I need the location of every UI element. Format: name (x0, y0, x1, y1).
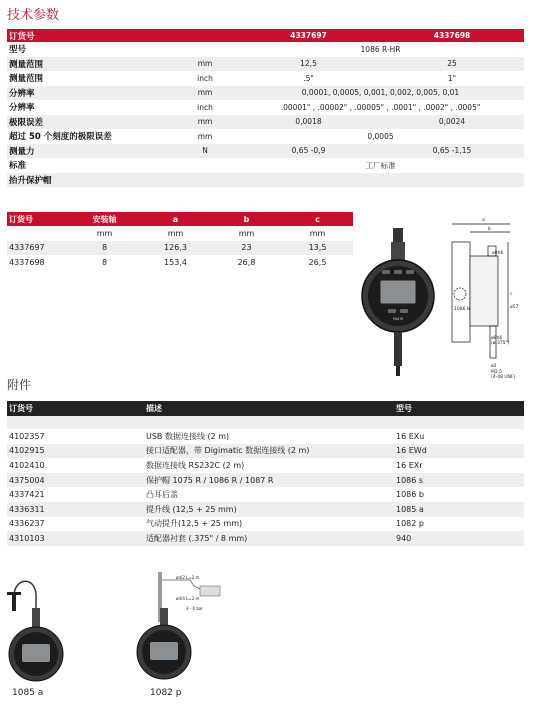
page-title: 技术参数 (7, 8, 60, 23)
pneumatic-lift-image (130, 572, 240, 684)
acc-cell: 提升线 (12,5 + 25 mm) (146, 504, 237, 514)
spec-label: 测量力 (9, 146, 35, 157)
gauge-button (400, 309, 408, 313)
spec-value: 0,65 -1,15 (432, 146, 472, 156)
spec-unit: inch (197, 102, 213, 112)
table-row (7, 241, 353, 256)
spec-row (7, 86, 524, 101)
acc-cell: 气动提升(12,5 + 25 mm) (146, 519, 243, 529)
spec-value: 0,0005 (367, 131, 394, 141)
table-row (7, 429, 524, 444)
dims-cell: 4337698 (9, 257, 45, 267)
dims-cell: 153,4 (164, 257, 187, 267)
spec-header-order: 订货号 (9, 31, 35, 42)
dims-header-cell: a (172, 214, 179, 224)
pneumatic-label-3: 3 - 6 bar (186, 606, 203, 611)
spec-row (7, 129, 524, 144)
dims-units-row (7, 226, 353, 241)
dim-tip: ø2 (491, 364, 497, 369)
spec-value: .5" (303, 73, 314, 83)
dimensions-table (7, 212, 353, 270)
dial-indicator-drawing (360, 212, 532, 384)
acc-cell: 4102357 (9, 431, 45, 441)
cable-release (7, 592, 21, 595)
dims-header-cell: b (243, 214, 250, 224)
spec-row (7, 158, 524, 173)
pneumatic-valve (200, 586, 220, 596)
acc-spacer-row (7, 416, 524, 429)
table-row (7, 444, 524, 459)
dims-cell: 4337697 (9, 243, 45, 253)
acc-cell: 4102915 (9, 446, 45, 456)
spec-row (7, 42, 524, 57)
spec-label: 标准 (9, 161, 27, 172)
gauge-brand: MAHR (392, 317, 404, 321)
spec-row (7, 144, 524, 159)
acc-cell: 数据连接线 RS232C (2 m) (146, 460, 245, 470)
acc-cell: 适配器衬套 (.375" / 8 mm) (146, 533, 248, 543)
spec-label: 分辨率 (9, 103, 35, 114)
spec-label: 抬升保护帽 (9, 175, 52, 186)
acc-cell: 4102410 (9, 460, 45, 470)
table-row (7, 255, 353, 270)
dims-unit-cell: mm (238, 228, 255, 238)
table-row (7, 517, 524, 532)
spec-row (7, 115, 524, 130)
cable-handle (12, 595, 16, 611)
acc-cell: 16 EXr (396, 460, 423, 470)
stem-cap (393, 228, 403, 244)
table-row (7, 531, 524, 546)
dim-shaft: ø8h6 (492, 251, 504, 256)
lifting-cable-image (4, 572, 84, 684)
pneumatic-label-1: ø4/2 L=2 m (176, 575, 200, 580)
lug-hole (454, 288, 466, 300)
spec-unit: mm (197, 117, 213, 127)
pneumatic-label-2: ø4/4 L=2 m (176, 596, 200, 601)
acc-header-cell: 描述 (146, 404, 162, 413)
spec-label: 极限误差 (9, 117, 44, 128)
acc-cell: 4336311 (9, 504, 45, 514)
spec-value: 0,65 -0,9 (291, 146, 326, 156)
dims-header-cell: 安装轴 (92, 214, 117, 224)
spec-row (7, 173, 524, 188)
caption-1085a: 1085 a (12, 688, 44, 698)
spec-unit: mm (197, 59, 213, 69)
acc-cell: 1086 s (396, 475, 424, 485)
acc-cell: 4310103 (9, 533, 45, 543)
dim-stem: ø8h6 (491, 336, 503, 341)
spec-unit: mm (197, 88, 213, 98)
spec-value: 12,5 (300, 59, 317, 69)
table-row (7, 502, 524, 517)
spec-label: 型号 (9, 45, 27, 56)
gauge-button (382, 270, 390, 274)
lcd-display (150, 642, 178, 660)
acc-cell: 1082 p (396, 519, 424, 529)
acc-cell: 保护帽 1075 R / 1086 R / 1087 R (146, 475, 274, 485)
acc-cell: USB 数据连接线 (2 m) (146, 431, 230, 441)
acc-header-row (7, 401, 524, 416)
spec-value: 1086 R-HR (360, 44, 401, 54)
dim-stem-inch: (ø.375") (491, 341, 510, 346)
acc-header-cell: 型号 (396, 404, 412, 413)
dims-cell: 8 (101, 257, 108, 267)
acc-cell: 16 EXu (396, 431, 425, 441)
spec-header-4337698: 4337698 (433, 31, 471, 40)
dims-cell: 13,5 (308, 243, 327, 253)
spec-header-4337697: 4337697 (290, 31, 327, 40)
dims-unit-cell: mm (167, 228, 184, 238)
dim-thread: M2.5 (491, 370, 503, 375)
spec-value: 工厂标准 (365, 160, 396, 170)
acc-cell: 4336237 (9, 519, 45, 529)
lcd-display (22, 644, 50, 662)
dim-b: b (488, 227, 491, 232)
gauge-button (388, 309, 396, 313)
acc-cell: 4337421 (9, 490, 45, 500)
gauge-button (406, 270, 414, 274)
lcd-display (380, 280, 416, 304)
acc-header-cell: 订货号 (9, 404, 33, 413)
dims-unit-cell: mm (309, 228, 326, 238)
acc-cell: 16 EWd (396, 446, 427, 456)
acc-cell: 接口适配器，带 Digimatic 数据连接线 (2 m) (146, 446, 310, 456)
acc-cell: 1085 a (396, 504, 424, 514)
spec-unit: mm (197, 131, 213, 141)
dims-cell: 23 (241, 243, 252, 253)
dims-header-row (7, 212, 353, 226)
dims-cell: 26,8 (237, 257, 256, 267)
spec-header-row (7, 29, 524, 42)
dim-diameter: ø57 (510, 305, 519, 310)
spec-value: 0,0024 (438, 117, 466, 127)
dims-cell: 26,5 (308, 257, 327, 267)
table-row (7, 473, 524, 488)
stem-bottom (394, 332, 402, 366)
gauge-stem (160, 608, 168, 626)
acc-cell: 940 (396, 533, 412, 543)
spec-row (7, 100, 524, 115)
gauge-button (394, 270, 402, 274)
spec-value: .00001" , .00002" , .00005" , .0001" , .0002" , .0005" (280, 102, 481, 112)
spec-table (7, 29, 524, 187)
acc-cell: 凸耳后盖 (146, 490, 178, 500)
caption-1082p: 1082 p (150, 688, 182, 698)
gauge-stem (32, 608, 40, 628)
spec-unit: N (202, 146, 208, 156)
dim-thread-unf: (4-48 UNF) (491, 375, 516, 380)
accessories-table (7, 401, 524, 546)
spec-label: 测量范围 (9, 74, 44, 85)
dims-unit-cell: mm (96, 228, 113, 238)
spec-value: 0,0001, 0,0005, 0,001, 0,002, 0,005, 0,01 (301, 88, 460, 98)
contact-point (396, 366, 400, 376)
dims-cell: 8 (101, 243, 108, 253)
dims-header-cell: c (315, 214, 320, 224)
table-row (7, 458, 524, 473)
dims-header-cell: 订货号 (9, 214, 33, 224)
acc-cell: 4375004 (9, 475, 45, 485)
stem-top (391, 242, 405, 260)
spec-value: 0,0018 (295, 117, 322, 127)
spec-value: 1" (447, 73, 457, 83)
spec-value: 25 (447, 59, 457, 69)
dim-c: c (510, 292, 513, 297)
spec-label: 分辨率 (9, 88, 35, 99)
dim-a: a (482, 218, 485, 223)
spec-row (7, 71, 524, 86)
spec-row (7, 57, 524, 72)
spec-label: 超过 50 个刻度的极限误差 (9, 132, 112, 143)
dim-lug-label: 1086 b (454, 307, 470, 312)
acc-cell: 1086 b (396, 490, 424, 500)
side-view-body (452, 242, 470, 342)
side-view-housing (470, 256, 498, 326)
dims-cell: 126,3 (164, 243, 187, 253)
spec-unit: inch (197, 73, 213, 83)
table-row (7, 487, 524, 502)
spec-label: 测量范围 (9, 59, 44, 70)
accessories-title: 附件 (7, 378, 32, 392)
